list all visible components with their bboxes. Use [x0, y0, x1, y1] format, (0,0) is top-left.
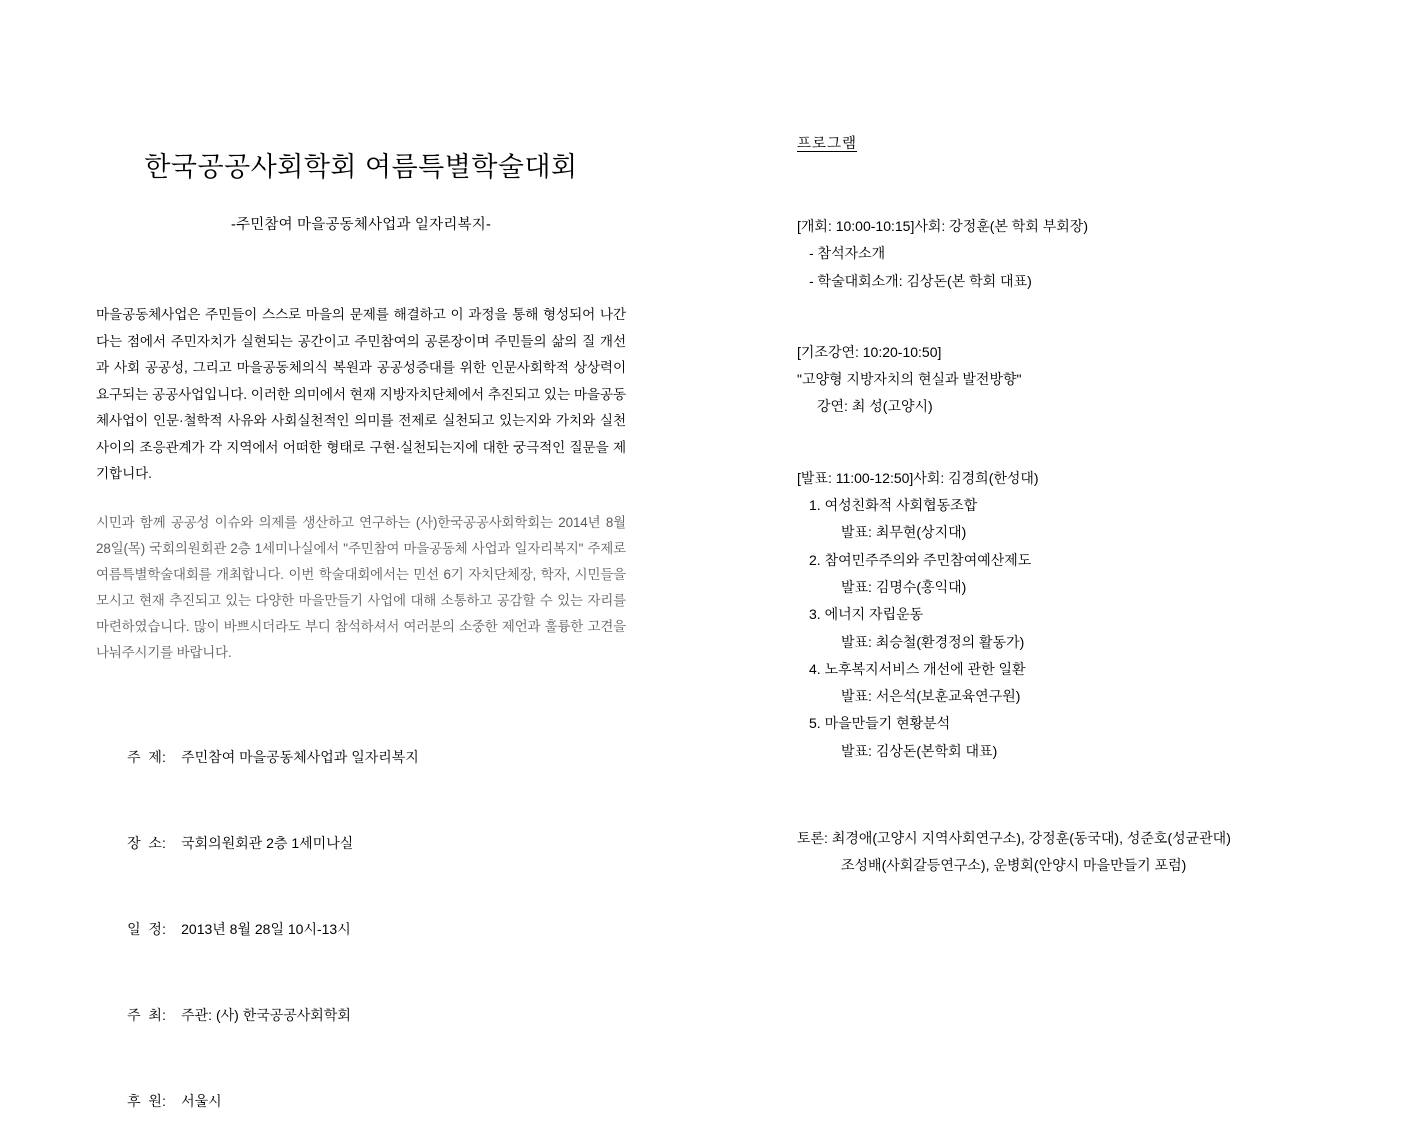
- presentation-item: [797, 547, 1317, 574]
- info-label: 주 제:: [127, 749, 166, 766]
- page-title: 한국공공사회학회 여름특별학술대회: [144, 152, 578, 182]
- presentation-number: 4.: [809, 660, 821, 677]
- right-column: [797, 132, 1317, 880]
- info-label: 일 정:: [127, 921, 166, 938]
- info-label: 주 최:: [127, 1007, 166, 1024]
- secondary-paragraph: 시민과 함께 공공성 이슈와 의제를 생산하고 연구하는 (사)한국공공사회학회는 2014년 8월 28일(목) 국회의원회관 2층 1세미나실에서 "주민참여 마을공동체 사업과 일자리복지" 주제로 여름특별학술대회를 개최합니다. 이번 학술대회에서는 민선 6기 자치단체장, 학자, 시민들을 모시고 현재 추진되고 있는 다양한 마을만들기 사업에 대해 소통하고 공감할 수 있는 자리를 마련하였습니다. 많이 바쁘시더라도 부디 참석하셔서 여러분의 소중한 제언과 훌륭한 고견을 나눠주시기를 바랍니다.: [96, 514, 626, 661]
- presentation-item: [797, 601, 1317, 628]
- program-section-keynote: [797, 339, 1317, 421]
- presentation-title: 참여민주주의와 주민참여예산제도: [824, 551, 1032, 568]
- keynote-speaker: 강연: 최 성(고양시): [817, 398, 933, 415]
- info-value: 2013년 8월 28일 10시-13시: [181, 921, 351, 938]
- presentation-number: 3.: [809, 606, 821, 623]
- info-label: 장 소:: [127, 835, 166, 852]
- presentation-presenter: 발표: 서은석(보훈교육연구원): [841, 688, 1021, 705]
- presentation-item: [797, 710, 1317, 737]
- presentation-presenter: 발표: 김상돈(본학회 대표): [841, 742, 998, 759]
- info-row: [96, 1059, 626, 1145]
- info-label: 후 원:: [127, 1093, 166, 1110]
- left-column: [96, 150, 626, 1145]
- program-section-opening: [797, 213, 1317, 295]
- program-section-panel: [797, 825, 1317, 880]
- info-value: 주관: (사) 한국공공사회학회: [181, 1007, 351, 1024]
- panel-line-2: 조성배(사회갈등연구소), 운병회(안양시 마을만들기 포럼): [841, 857, 1187, 874]
- presentation-presenter: 발표: 최승철(환경정의 활동가): [841, 633, 1025, 650]
- presentation-item: [797, 492, 1317, 519]
- info-row: [96, 714, 626, 800]
- presentation-number: 5.: [809, 715, 821, 732]
- presentation-item: [797, 656, 1317, 683]
- page-subtitle: -주민참여 마을공동체사업과 일자리복지-: [230, 217, 492, 234]
- info-row: [96, 801, 626, 887]
- intro-paragraph: 마을공동체사업은 주민들이 스스로 마을의 문제를 해결하고 이 과정을 통해 형성되어 나간다는 점에서 주민자치가 실현되는 공간이고 주민참여의 공론장이며 주민들의 삶의 질 개선과 사회 공공성, 그리고 마을공동체의식 복원과 공공성증대를 위한 인문사회학적 상상력이 요구되는 공공사업입니다. 이러한 의미에서 현재 지방자치단체에서 추진되고 있는 마을공동체사업이 인문·철학적 사유와 사회실천적인 의미를 전제로 실천되고 있는지와 가치와 실천사이의 조응관계가 각 지역에서 어떠한 형태로 구현·실천되는지에 대한 궁극적인 질문을 제기합니다.: [96, 307, 626, 482]
- info-row: [96, 973, 626, 1059]
- opening-item: - 학술대회소개: 김상돈(본 학회 대표): [809, 272, 1032, 289]
- presentations-head: [발표: 11:00-12:50]사회: 김경희(한성대): [797, 469, 1039, 486]
- info-row: [96, 887, 626, 973]
- presentation-number: 2.: [809, 551, 821, 568]
- presentation-title: 에너지 자립운동: [824, 606, 924, 623]
- info-value: 국회의원회관 2층 1세미나실: [181, 835, 354, 852]
- presentation-number: 1.: [809, 497, 821, 514]
- presentation-presenter: 발표: 김명수(홍익대): [841, 578, 967, 595]
- keynote-title: "고양형 지방자치의 현실과 발전방향": [797, 371, 1022, 388]
- event-info-block: [96, 714, 626, 1144]
- opening-head: [개회: 10:00-10:15]사회: 강정훈(본 학회 부회장): [797, 218, 1088, 234]
- program-heading: 프로그램: [797, 136, 858, 152]
- presentation-title: 마을만들기 현황분석: [824, 715, 951, 732]
- program-section-presentations: [797, 465, 1317, 765]
- opening-item: - 참석자소개: [809, 245, 886, 262]
- presentation-presenter: 발표: 최무현(상지대): [841, 524, 967, 541]
- presentation-title: 노후복지서비스 개선에 관한 일환: [824, 660, 1026, 677]
- panel-line-1: 토론: 최경애(고양시 지역사회연구소), 강정훈(동국대), 성준호(성균관대): [797, 830, 1231, 847]
- presentation-title: 여성친화적 사회협동조합: [824, 497, 978, 514]
- keynote-head: [기조강연: 10:20-10:50]: [797, 343, 942, 360]
- info-value: 서울시: [181, 1093, 222, 1110]
- info-value: 주민참여 마을공동체사업과 일자리복지: [181, 749, 419, 766]
